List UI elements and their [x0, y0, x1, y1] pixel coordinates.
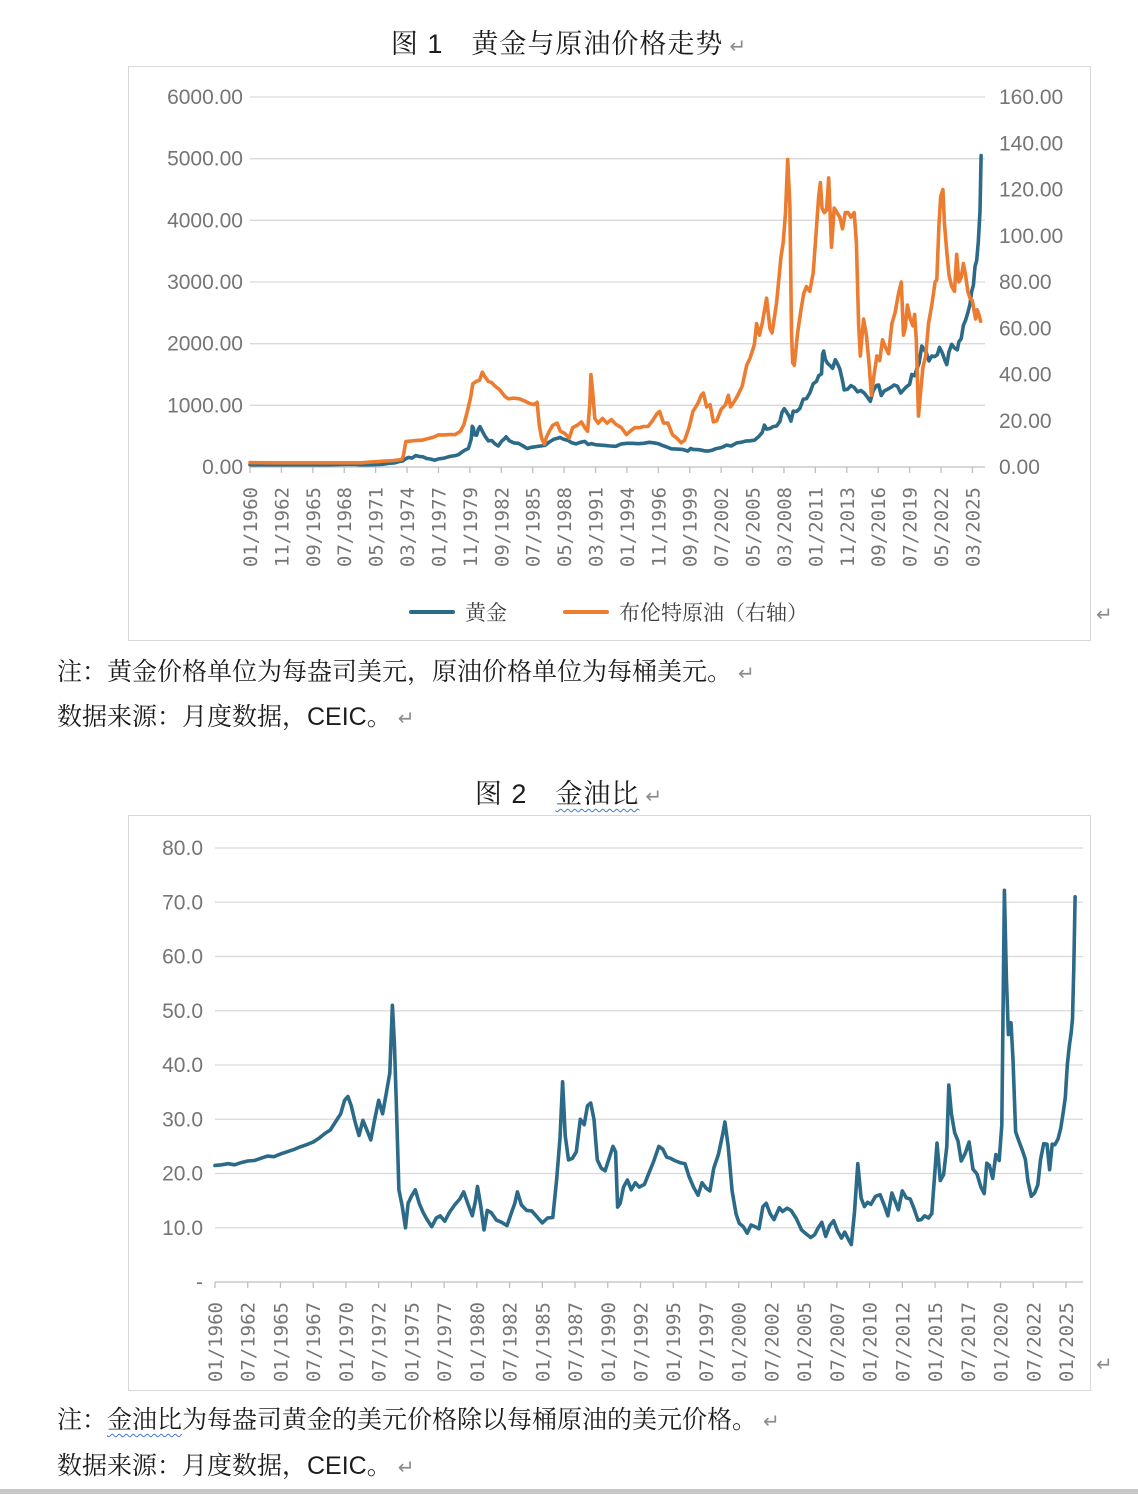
svg-text:07/1967: 07/1967: [303, 1302, 326, 1383]
svg-text:07/1982: 07/1982: [499, 1302, 522, 1383]
gold-line-swatch: [409, 610, 455, 614]
svg-text:5000.00: 5000.00: [167, 147, 243, 171]
svg-text:1000.00: 1000.00: [167, 394, 243, 418]
svg-text:01/2000: 01/2000: [728, 1302, 751, 1383]
svg-text:07/1992: 07/1992: [630, 1302, 653, 1383]
svg-text:01/2015: 01/2015: [925, 1302, 948, 1383]
svg-text:05/1988: 05/1988: [554, 486, 577, 568]
svg-text:01/1985: 01/1985: [532, 1302, 555, 1383]
svg-text:07/1962: 07/1962: [237, 1302, 260, 1383]
svg-text:50.0: 50.0: [162, 999, 203, 1023]
svg-text:01/2020: 01/2020: [990, 1302, 1013, 1383]
svg-text:07/2002: 07/2002: [711, 487, 734, 568]
svg-text:01/1960: 01/1960: [205, 1302, 227, 1383]
svg-text:20.0: 20.0: [162, 1162, 203, 1186]
svg-text:09/2016: 09/2016: [868, 487, 891, 568]
figure1-title-text: 图 1 黄金与原油价格走势: [390, 29, 724, 59]
svg-text:4000.00: 4000.00: [167, 209, 243, 233]
svg-text:01/2010: 01/2010: [859, 1302, 882, 1383]
paragraph-return-icon: ↵: [763, 1411, 780, 1433]
svg-text:07/1972: 07/1972: [368, 1302, 391, 1383]
figure1-chart-frame: [128, 66, 1091, 641]
figure1-note: [57, 652, 755, 688]
svg-text:2000.00: 2000.00: [167, 332, 243, 356]
svg-text:120.00: 120.00: [999, 178, 1064, 202]
svg-text:01/2005: 01/2005: [794, 1302, 817, 1383]
svg-text:07/2019: 07/2019: [899, 487, 922, 568]
svg-text:01/1970: 01/1970: [335, 1302, 358, 1383]
svg-text:0.00: 0.00: [202, 456, 243, 479]
svg-text:01/1980: 01/1980: [466, 1302, 489, 1383]
figure1-legend: [129, 597, 1088, 627]
figure1-title: [0, 22, 1138, 61]
svg-text:01/1990: 01/1990: [597, 1302, 620, 1383]
svg-text:160.00: 160.00: [999, 86, 1064, 109]
svg-text:01/1960: 01/1960: [240, 487, 262, 568]
svg-text:05/2022: 05/2022: [931, 487, 954, 568]
figure2-note-prefix: 注：: [57, 1406, 108, 1434]
svg-text:07/2022: 07/2022: [1023, 1302, 1046, 1383]
svg-text:11/1996: 11/1996: [648, 487, 671, 568]
svg-text:70.0: 70.0: [162, 891, 203, 915]
brent-line-swatch: [563, 610, 609, 614]
svg-text:-: -: [196, 1271, 203, 1294]
svg-text:40.0: 40.0: [162, 1054, 203, 1077]
legend-label-gold: 黄金: [465, 602, 507, 625]
svg-text:01/1994: 01/1994: [616, 487, 639, 568]
svg-text:03/2025: 03/2025: [962, 487, 985, 568]
page-bottom-divider: [0, 1489, 1138, 1494]
svg-text:3000.00: 3000.00: [167, 271, 243, 294]
svg-text:03/2008: 03/2008: [773, 487, 796, 568]
figure1-source: [57, 697, 415, 733]
figure2-chart-frame: [128, 815, 1091, 1391]
svg-text:07/2012: 07/2012: [892, 1302, 915, 1383]
svg-text:0.00: 0.00: [999, 456, 1040, 479]
paragraph-return-icon: ↵: [738, 663, 755, 685]
svg-text:07/1977: 07/1977: [434, 1302, 457, 1383]
svg-text:09/1982: 09/1982: [491, 487, 514, 568]
figure2-source: [57, 1446, 415, 1482]
svg-text:07/1985: 07/1985: [522, 487, 545, 568]
svg-text:100.00: 100.00: [999, 224, 1064, 248]
svg-text:140.00: 140.00: [999, 132, 1064, 156]
figure2-title: [0, 772, 1138, 811]
svg-text:01/1977: 01/1977: [428, 487, 451, 568]
svg-text:01/1975: 01/1975: [401, 1302, 424, 1383]
svg-text:30.0: 30.0: [162, 1108, 203, 1132]
svg-text:20.00: 20.00: [999, 409, 1052, 433]
svg-text:60.00: 60.00: [999, 317, 1052, 341]
legend-label-brent: 布伦特原油（右轴）: [619, 602, 808, 625]
svg-text:80.00: 80.00: [999, 271, 1052, 294]
figure2-note: [57, 1400, 780, 1436]
svg-text:03/1974: 03/1974: [397, 487, 420, 568]
figure2-title-prefix: 图 2: [474, 779, 556, 809]
figure2-source-text: 数据来源：月度数据，CEIC。: [57, 1452, 392, 1480]
svg-text:11/1979: 11/1979: [459, 487, 482, 568]
legend-item-gold: [409, 597, 507, 627]
svg-text:01/1995: 01/1995: [663, 1302, 686, 1383]
paragraph-return-icon: ↵: [645, 786, 664, 808]
figure1-note-text: 注：黄金价格单位为每盎司美元，原油价格单位为每桶美元。: [57, 658, 733, 686]
svg-text:11/1962: 11/1962: [271, 487, 294, 568]
figure2-note-rest: 为每盎司黄金的美元价格除以每桶原油的美元价格。: [182, 1406, 758, 1434]
svg-text:11/2013: 11/2013: [836, 487, 859, 568]
svg-text:03/1991: 03/1991: [585, 487, 608, 568]
svg-text:07/2007: 07/2007: [826, 1302, 849, 1383]
paragraph-return-icon: ↵: [397, 1457, 415, 1479]
svg-text:01/2011: 01/2011: [805, 487, 828, 568]
svg-text:05/2005: 05/2005: [742, 487, 765, 568]
gold-oil-price-chart: [129, 67, 1088, 638]
svg-text:09/1965: 09/1965: [302, 487, 325, 568]
svg-text:07/1968: 07/1968: [334, 487, 357, 568]
svg-text:07/2002: 07/2002: [761, 1302, 784, 1383]
svg-text:07/1997: 07/1997: [695, 1302, 718, 1383]
figure2-note-spellcheck-text: 金油比: [107, 1406, 183, 1434]
paragraph-return-icon: ↵: [1096, 604, 1113, 626]
svg-text:60.0: 60.0: [162, 945, 203, 969]
figure2-title-spellcheck-text: 金油比: [555, 779, 640, 809]
svg-text:40.00: 40.00: [999, 363, 1052, 387]
svg-text:07/1987: 07/1987: [565, 1302, 588, 1383]
svg-text:09/1999: 09/1999: [679, 487, 702, 568]
svg-text:10.0: 10.0: [162, 1216, 203, 1240]
paragraph-return-icon: ↵: [1096, 1354, 1113, 1376]
gold-oil-ratio-chart: [129, 816, 1088, 1388]
paragraph-return-icon: ↵: [397, 708, 415, 730]
paragraph-return-icon: ↵: [729, 36, 748, 58]
svg-text:80.0: 80.0: [162, 837, 203, 860]
svg-text:05/1971: 05/1971: [365, 487, 388, 568]
svg-text:6000.00: 6000.00: [167, 86, 243, 109]
figure1-source-text: 数据来源：月度数据，CEIC。: [57, 703, 392, 731]
legend-item-brent: [563, 597, 808, 627]
svg-text:01/2025: 01/2025: [1055, 1302, 1078, 1383]
svg-text:01/1965: 01/1965: [270, 1302, 293, 1383]
svg-text:07/2017: 07/2017: [957, 1302, 980, 1383]
